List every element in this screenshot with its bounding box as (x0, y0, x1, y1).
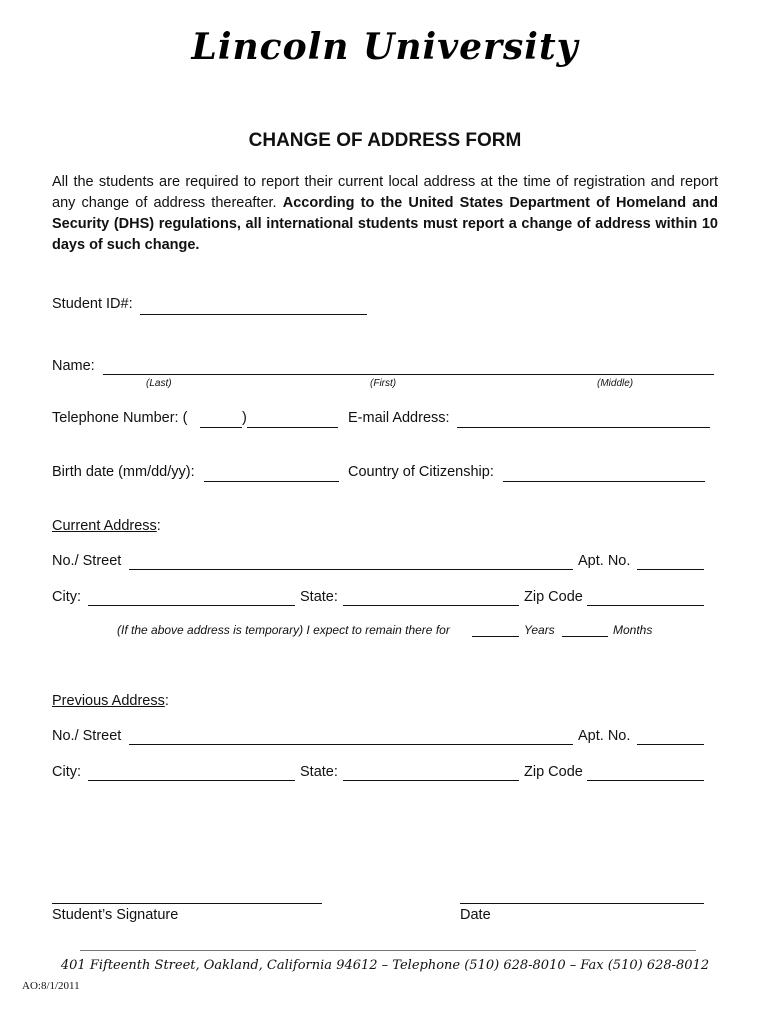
previous-city-label: City: (52, 764, 81, 780)
email-field[interactable] (457, 427, 710, 428)
intro-bold-text: According to the United States Department of Homeland and Security (DHS) regulations, all international students must report a change of address within 10 days of such change. (52, 195, 718, 253)
previous-state-label: State: (300, 764, 338, 780)
citizenship-label: Country of Citizenship: (348, 464, 494, 480)
current-street-label: No./ Street (52, 553, 122, 569)
intro-paragraph (52, 172, 718, 256)
temporary-address-note: (If the above address is temporary) I expect to remain there for (117, 623, 450, 637)
birth-date-label: Birth date (mm/dd/yy): (52, 464, 195, 480)
student-id-label: Student ID#: (52, 296, 133, 312)
form-code: AO:8/1/2011 (22, 980, 80, 992)
current-city-field[interactable] (88, 605, 295, 606)
current-street-field[interactable] (129, 569, 573, 570)
years-label: Years (524, 623, 555, 637)
telephone-label: Telephone Number: ( (52, 410, 188, 426)
current-address-heading: Current Address: (52, 518, 161, 534)
current-zip-field[interactable] (587, 605, 704, 606)
intro-plain-text: All the students are required to report their current local address at the time of registration and report any change of address thereafter. (52, 174, 718, 211)
previous-state-field[interactable] (343, 780, 519, 781)
name-last-hint: (Last) (146, 378, 172, 389)
date-field[interactable] (460, 903, 704, 904)
student-id-field[interactable] (140, 314, 367, 315)
current-state-field[interactable] (343, 605, 519, 606)
previous-street-label: No./ Street (52, 728, 122, 744)
birth-date-field[interactable] (204, 481, 339, 482)
previous-city-field[interactable] (88, 780, 295, 781)
previous-address-heading: Previous Address: (52, 693, 169, 709)
university-logo: Lincoln University (191, 26, 579, 68)
date-label: Date (460, 907, 491, 923)
telephone-close-paren: ) (242, 410, 247, 426)
signature-field[interactable] (52, 903, 322, 904)
signature-label: Student’s Signature (52, 907, 179, 923)
remain-years-field[interactable] (472, 636, 519, 637)
form-title: CHANGE OF ADDRESS FORM (248, 130, 522, 151)
name-label: Name: (52, 358, 95, 374)
previous-zip-label: Zip Code (524, 764, 583, 780)
current-state-label: State: (300, 589, 338, 605)
footer-contact: 401 Fifteenth Street, Oakland, California 94612 – Telephone (510) 628-8010 – Fax (510) 628-8012 (60, 958, 710, 973)
current-apt-field[interactable] (637, 569, 704, 570)
current-city-label: City: (52, 589, 81, 605)
footer-divider (80, 950, 696, 951)
previous-apt-field[interactable] (637, 744, 704, 745)
name-first-hint: (First) (370, 378, 397, 389)
email-label: E-mail Address: (348, 410, 450, 426)
remain-months-field[interactable] (562, 636, 608, 637)
citizenship-field[interactable] (503, 481, 705, 482)
previous-apt-label: Apt. No. (578, 728, 631, 744)
previous-zip-field[interactable] (587, 780, 704, 781)
previous-street-field[interactable] (129, 744, 573, 745)
current-zip-label: Zip Code (524, 589, 583, 605)
telephone-area-code-field[interactable] (200, 427, 242, 428)
current-apt-label: Apt. No. (578, 553, 631, 569)
name-field[interactable] (103, 374, 714, 375)
months-label: Months (613, 623, 653, 637)
telephone-number-field[interactable] (247, 427, 338, 428)
name-middle-hint: (Middle) (597, 378, 634, 389)
